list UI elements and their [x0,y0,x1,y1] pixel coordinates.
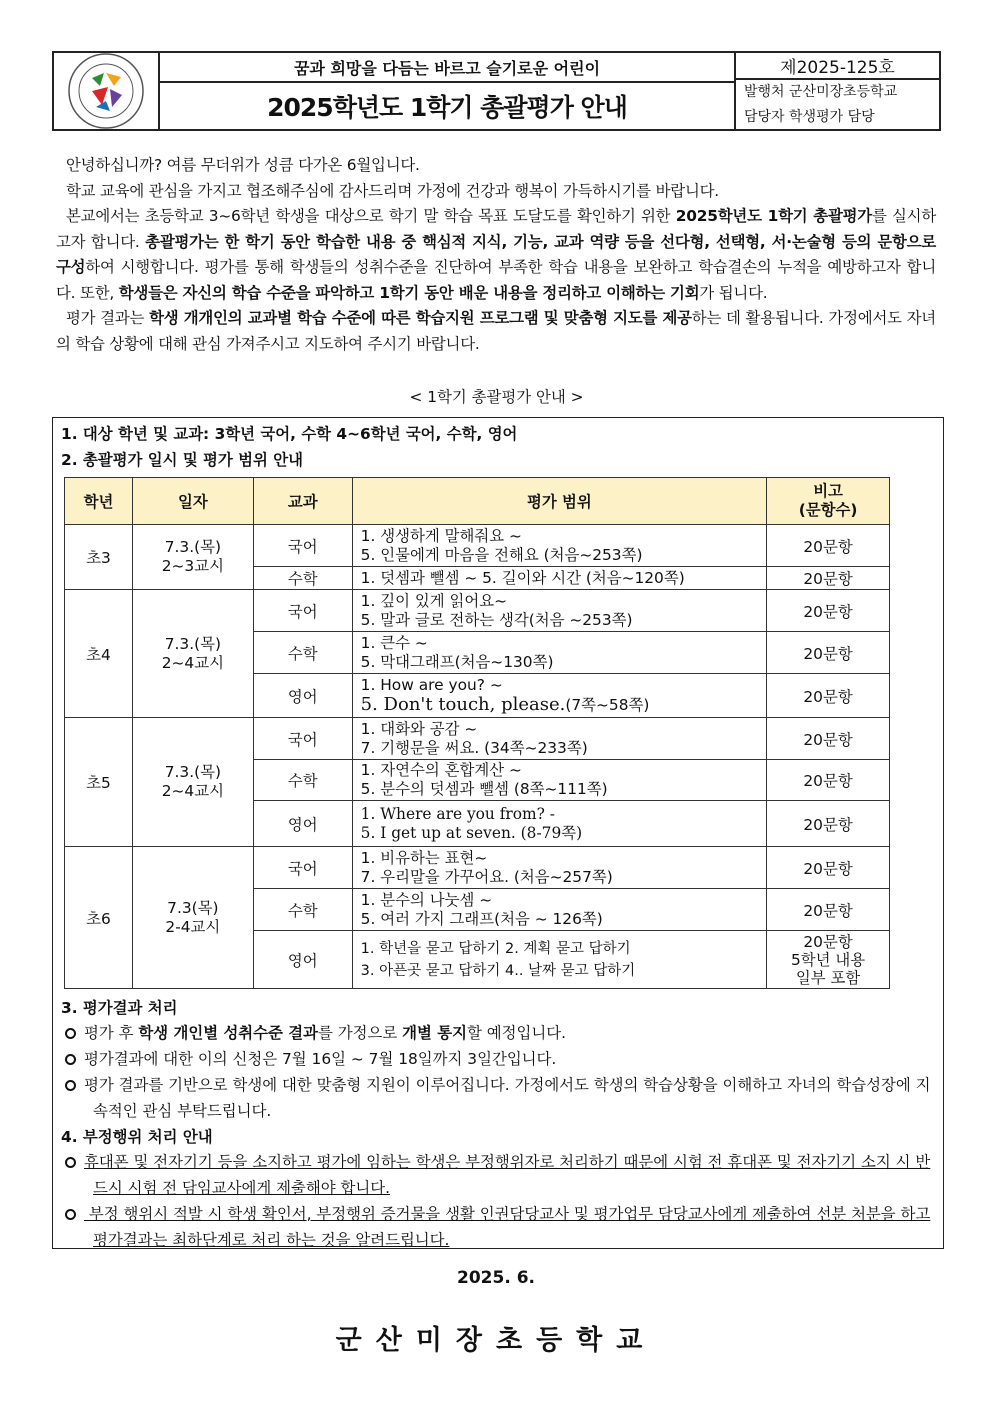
school-logo [54,53,160,129]
bullet-icon [65,1080,76,1091]
issue-date: 2025. 6. [457,1268,535,1288]
intro-letter [56,153,936,357]
table-row: 영어 1. How are you? ~ 5. Don't touch, please.(7쪽~58쪽) 20문항 [65,674,890,718]
section-4-list [65,1149,937,1253]
table-row: 수학 1. 큰수 ~ 5. 막대그래프(처음~130쪽) 20문항 [65,632,890,674]
table-row: 수학 1. 자연수의 혼합계산 ~ 5. 분수의 덧셈과 뺄셈 (8쪽~111쪽) 20문항 [65,760,890,801]
table-row: 수학 1. 덧셈과 뺄셈 ~ 5. 길이와 시간 (처음~120쪽) 20문항 [65,567,890,590]
info-box [52,417,944,1249]
document-number: 제2025-125호 [736,53,939,80]
bullet-icon [65,1028,76,1039]
table-row: 영어 1. Where are you from? - 5. I get up at seven. (8-79쪽) 20문항 [65,801,890,847]
evaluation-table [64,477,890,989]
intro-p3: 본교에서는 초등학교 3~6학년 학생을 대상으로 학기 말 학습 목표 도달도를 확인하기 위한 2025학년도 1학기 총괄평가를 실시하고자 합니다. 총괄평가는 한 학기 동안 학습한 내용 중 핵심적 지식, 기능, 교과 역량 등을 선다형, 선택형, 서·논술형 등의 문항으로 구성하여 시행합니다. 평가를 통해 학생들의 성취수준을 진단하여 부족한 학습 내용을 보완하고 학습결손의 누적을 예방하고자 합니다. 또한, 학생들은 자신의 학습 수준을 파악하고 1학기 동안 배운 내용을 정리하고 이해하는 기회가 됩니다. [56,207,936,302]
table-header-row [65,478,890,525]
header-box [52,51,941,131]
table-row: 초5 7.3.(목) 2~4교시 국어 1. 대화와 공감 ~ 7. 기행문을 써요. (34쪽~233쪽) 20문항 [65,718,890,760]
table-row: 초3 7.3.(목) 2~3교시 국어 1. 생생하게 말해줘요 ~ 5. 인물에게 마음을 전해요 (처음~253쪽) 20문항 [65,525,890,567]
bullet-icon [65,1209,76,1220]
table-row: 영어 1. 학년을 묻고 답하기 2. 계획 묻고 답하기 3. 아픈곳 묻고 답하기 4.. 날짜 묻고 답하기 20문항 5학년 내용 일부 포함 [65,931,890,989]
list-item: 평가 후 학생 개인별 성취수준 결과를 가정으로 개별 통지할 예정입니다. [65,1020,937,1046]
section-1: 1. 대상 학년 및 교과: 3학년 국어, 수학 4~6학년 국어, 수학, 영어 [61,425,518,443]
table-row: 초4 7.3.(목) 2~4교시 국어 1. 깊이 있게 읽어요~ 5. 말과 글로 전하는 생각(처음 ~253쪽) 20문항 [65,590,890,632]
section-2: 2. 총괄평가 일시 및 평가 범위 안내 [61,451,303,469]
intro-p2: 학교 교육에 관심을 가지고 협조해주심에 감사드리며 가정에 건강과 행복이 가득하시기를 바랍니다. [66,181,719,200]
col-range: 평가 범위 [352,478,766,525]
section-3-title: 3. 평가결과 처리 [61,999,178,1017]
col-date: 일자 [132,478,253,525]
section-4-title: 4. 부정행위 처리 안내 [61,1128,213,1146]
document-title: 2025학년도 1학기 총괄평가 안내 [267,93,627,122]
intro-p1: 안녕하십니까? 여름 무더위가 성큼 다가온 6월입니다. [66,156,420,174]
table-row: 수학 1. 분수의 나눗셈 ~ 5. 여러 가지 그래프(처음 ~ 126쪽) 20문항 [65,889,890,931]
list-item: 평가결과에 대한 이의 신청은 7월 16일 ~ 7월 18일까지 3일간입니다. [65,1046,937,1072]
manager: 담당자 학생평가 담당 [744,109,875,125]
school-slogan: 꿈과 희망을 다듬는 바르고 슬기로운 어린이 [160,53,734,83]
publisher: 발행처 군산미장초등학교 [744,84,898,100]
section-subhead: < 1학기 총괄평가 안내 > [409,388,584,406]
col-subject: 교과 [253,478,352,525]
list-item: 부정 행위시 적발 시 학생 확인서, 부정행위 증거물을 생활 인권담당교사 및 평가업무 담당교사에게 제출하여 선분 처분을 하고 평가결과는 최하단계로 처리 하는 것을 알려드립니다. [65,1201,937,1253]
list-item: 평가 결과를 기반으로 학생에 대한 맞춤형 지원이 이루어집니다. 가정에서도 학생의 학습상황을 이해하고 자녀의 학습성장에 지속적인 관심 부탁드립니다. [65,1072,937,1124]
section-3-list [65,1020,937,1124]
intro-p4: 평가 결과는 학생 개개인의 교과별 학습 수준에 따른 학습지원 프로그램 및 맞춤형 지도를 제공하는 데 활용됩니다. 가정에서도 자녀의 학습 상황에 대해 관심 가져주시고 지도하여 주시기 바랍니다. [56,309,936,353]
bullet-icon [65,1054,76,1065]
list-item: 휴대폰 및 전자기기 등을 소지하고 평가에 임하는 학생은 부정행위자로 처리하기 때문에 시험 전 휴대폰 및 전자기기 소지 시 반드시 시험 전 담임교사에게 제출해야 합니다. [65,1149,937,1201]
col-note: 비고 (문항수) [767,478,890,525]
col-grade: 학년 [65,478,133,525]
bullet-icon [65,1157,76,1168]
school-emblem-icon [66,51,146,131]
school-name: 군산미장초등학교 [335,1325,657,1356]
table-row: 초6 7.3(목) 2-4교시 국어 1. 비유하는 표현~ 7. 우리말을 가꾸어요. (처음~257쪽) 20문항 [65,847,890,889]
